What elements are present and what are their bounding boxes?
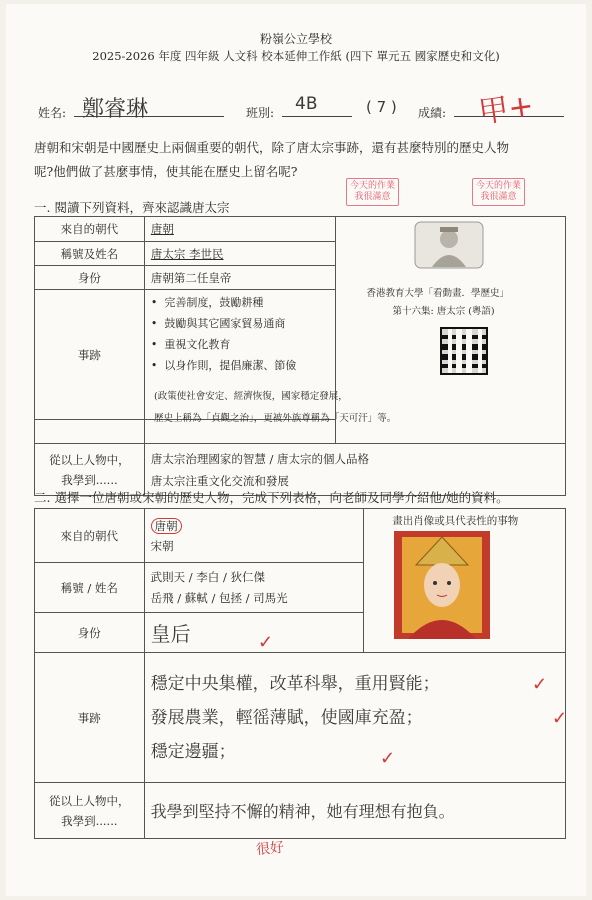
stamp-2-line-2: 我很滿意 [480,192,517,202]
s1-identity-value: 唐朝第二任皇帝 [144,266,336,290]
class-number: ( 7 ) [366,98,397,116]
class-value: 4B [295,94,318,114]
name-label: 姓名: [38,106,67,120]
check-mark-icon: ✓ [258,632,274,653]
deed-item-1: 完善制度，鼓勵耕種 [164,296,264,309]
s2-deed-line-1: 穩定中央集權，改革科舉，重用賢能； [150,673,440,694]
stamp-1-line-2: 我很滿意 [354,192,391,202]
deed-item-2: 鼓勵與其它國家貿易通商 [164,317,286,330]
deed-item: • 重視文化教育 [150,338,231,351]
praise-stamp-1 [346,178,399,206]
s1-deeds-note-1: (政策使社會安定、經濟恢復，國家穩定發展， [154,391,348,402]
s2-learned-label [35,783,145,839]
question-line-1: 唐朝和宋朝是中國歷史上兩個重要的朝代，除了唐太宗事跡，還有甚麼特別的歷史人物 [34,140,510,155]
s1-dynasty-label: 來自的朝代 [35,217,145,242]
s1-learned-line-2: 唐太宗注重文化交流和發展 [150,473,289,488]
s2-option-tang [151,516,358,536]
s2-dynasty-options [144,509,364,563]
class-label: 班別: [246,106,275,120]
stamp-1-line-1: 今天的作業 [350,181,396,191]
grade-label: 成績: [418,106,447,120]
s2-learned-value: 我學到堅持不懈的精神，她有理想有抱負。 [144,783,565,839]
praise-stamp-2 [472,178,525,206]
s2-deeds-label: 事跡 [35,653,145,783]
video-episode: 第十六集: 唐太宗 (粵語) [392,306,495,317]
name-value: 鄭睿琳 [82,97,149,122]
deed-item: • 鼓勵與其它國家貿易通商 [150,317,286,330]
school-name: 粉嶺公立學校 [259,32,332,46]
s2-dynasty-label: 來自的朝代 [35,509,145,563]
s1-dynasty-value: 唐朝 [144,217,336,242]
s2-name-options [144,563,364,613]
emperor-portrait-icon [414,221,484,269]
s2-learned-label-2: 我學到...... [61,813,118,828]
deed-item-3: 重視文化教育 [164,338,231,351]
s1-name-label: 稱號及姓名 [35,242,145,266]
s2-option-tang-text: 唐朝 [151,518,182,534]
section1-table [34,216,566,496]
deed-item: • 以身作則，提倡廉潔、節儉 [150,359,297,372]
s2-identity-value: 皇后 [144,613,364,653]
stamp-2-line-1: 今天的作業 [476,181,522,191]
question-line-2: 呢?他們做了甚麼事情，使其能在歷史上留名呢? [34,164,298,179]
s1-learned-label-2: 我學到...... [61,472,118,487]
worksheet-title: 2025-2026 年度 四年級 人文科 校本延伸工作紙 (四下 單元五 國家歷史和文化) [92,49,500,63]
s2-picture-cell [364,509,566,653]
section2-heading: 二. 選擇一位唐朝或宋朝的歷史人物，完成下列表格，向老師及同學介紹他/她的資料。 [34,490,509,505]
s2-learned-label-1: 從以上人物中， [49,793,130,808]
section2-table [34,508,566,839]
deed-item: • 完善制度，鼓勵耕種 [150,296,264,309]
s1-deeds-label: 事跡 [35,290,145,420]
s1-learned-line-1: 唐太宗治理國家的智慧 / 唐太宗的個人品格 [150,451,370,466]
grade-value: 甲+ [476,88,536,131]
s2-name-label: 稱號 / 姓名 [35,563,145,613]
s2-option-song: 宋朝 [150,538,174,553]
s2-deeds-value [144,653,568,783]
s1-name-value: 唐太宗 李世民 [144,242,336,266]
deed-item-4: 以身作則，提倡廉潔、節儉 [164,359,297,372]
teacher-comment: 很好 [255,839,285,859]
qr-code-icon[interactable] [442,329,486,373]
section1-heading: 一. 閱讀下列資料，齊來認識唐太宗 [34,200,230,215]
s2-deed-line-3: 穩定邊疆； [150,741,236,762]
check-mark-icon: ✓ [380,748,396,769]
picture-caption: 畫出肖像或具代表性的事物 [392,515,519,527]
s1-identity-label: 身份 [35,266,145,290]
empress-portrait-icon [394,531,490,639]
class-underline [282,116,352,117]
s2-name-line-2: 岳飛 / 蘇軾 / 包拯 / 司馬光 [150,590,288,605]
s2-deed-line-2: 發展農業，輕徭薄賦，使國庫充盈； [150,707,423,728]
s2-name-line-1: 武則天 / 李白 / 狄仁傑 [150,569,265,584]
video-source: 香港教育大學「看動畫．學歷史」 [366,288,509,299]
s1-deeds-note-2: 歷史上稱為「貞觀之治」，更被外族尊稱為「天可汗」等。 [154,413,397,424]
check-mark-icon: ✓ [532,674,548,695]
check-mark-icon: ✓ [552,708,568,729]
s1-learned-label-1: 從以上人物中， [49,452,130,467]
s2-identity-label: 身份 [35,613,145,653]
